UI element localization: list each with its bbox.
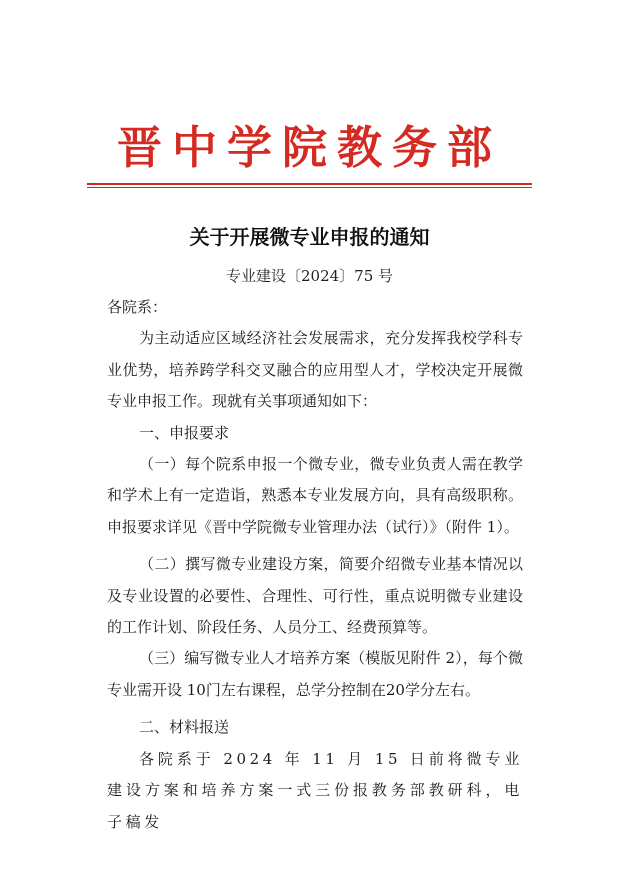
notice-body [107,292,523,838]
intro-paragraph: 为主动适应区域经济社会发展需求，充分发挥我校学科专业优势，培养跨学科交叉融合的应用型人才，学校决定开展微专业申报工作。现就有关事项通知如下： [107,329,523,411]
submission-paragraph: 各院系于 2024 年 11 月 15 日前将微专业建设方案和培养方案一式三份报教务部教研科，电子稿发 [107,749,523,831]
letterhead-red-rule [87,183,532,185]
notice-title: 关于开展微专业申报的通知 [189,225,430,249]
section-heading-requirements: 一、申报要求 [139,423,230,442]
section-heading-submission: 二、材料报送 [139,718,230,737]
document-number: 专业建设〔2024〕75 号 [225,267,394,285]
requirement-item-3: （三）编写微专业人才培养方案（模版见附件 2），每个微专业需开设 10门左右课程，总学分控制在20学分左右。 [107,649,523,699]
requirement-item-2: （二）撰写微专业建设方案，简要介绍微专业基本情况以及专业设置的必要性、合理性、可行性，重点说明微专业建设的工作计划、阶段任务、人员分工、经费预算等。 [107,555,523,637]
letterhead-title: 晋中学院教务部 [116,121,502,174]
letterhead-red-rule-thin [87,187,532,188]
requirement-item-1: （一）每个院系申报一个微专业，微专业负责人需在教学和学术上有一定造诣，熟悉本专业发展方向，具有高级职称。申报要求详见《晋中学院微专业管理办法（试行）》（附件 1）。 [107,455,523,536]
salutation: 各院系： [107,298,168,316]
